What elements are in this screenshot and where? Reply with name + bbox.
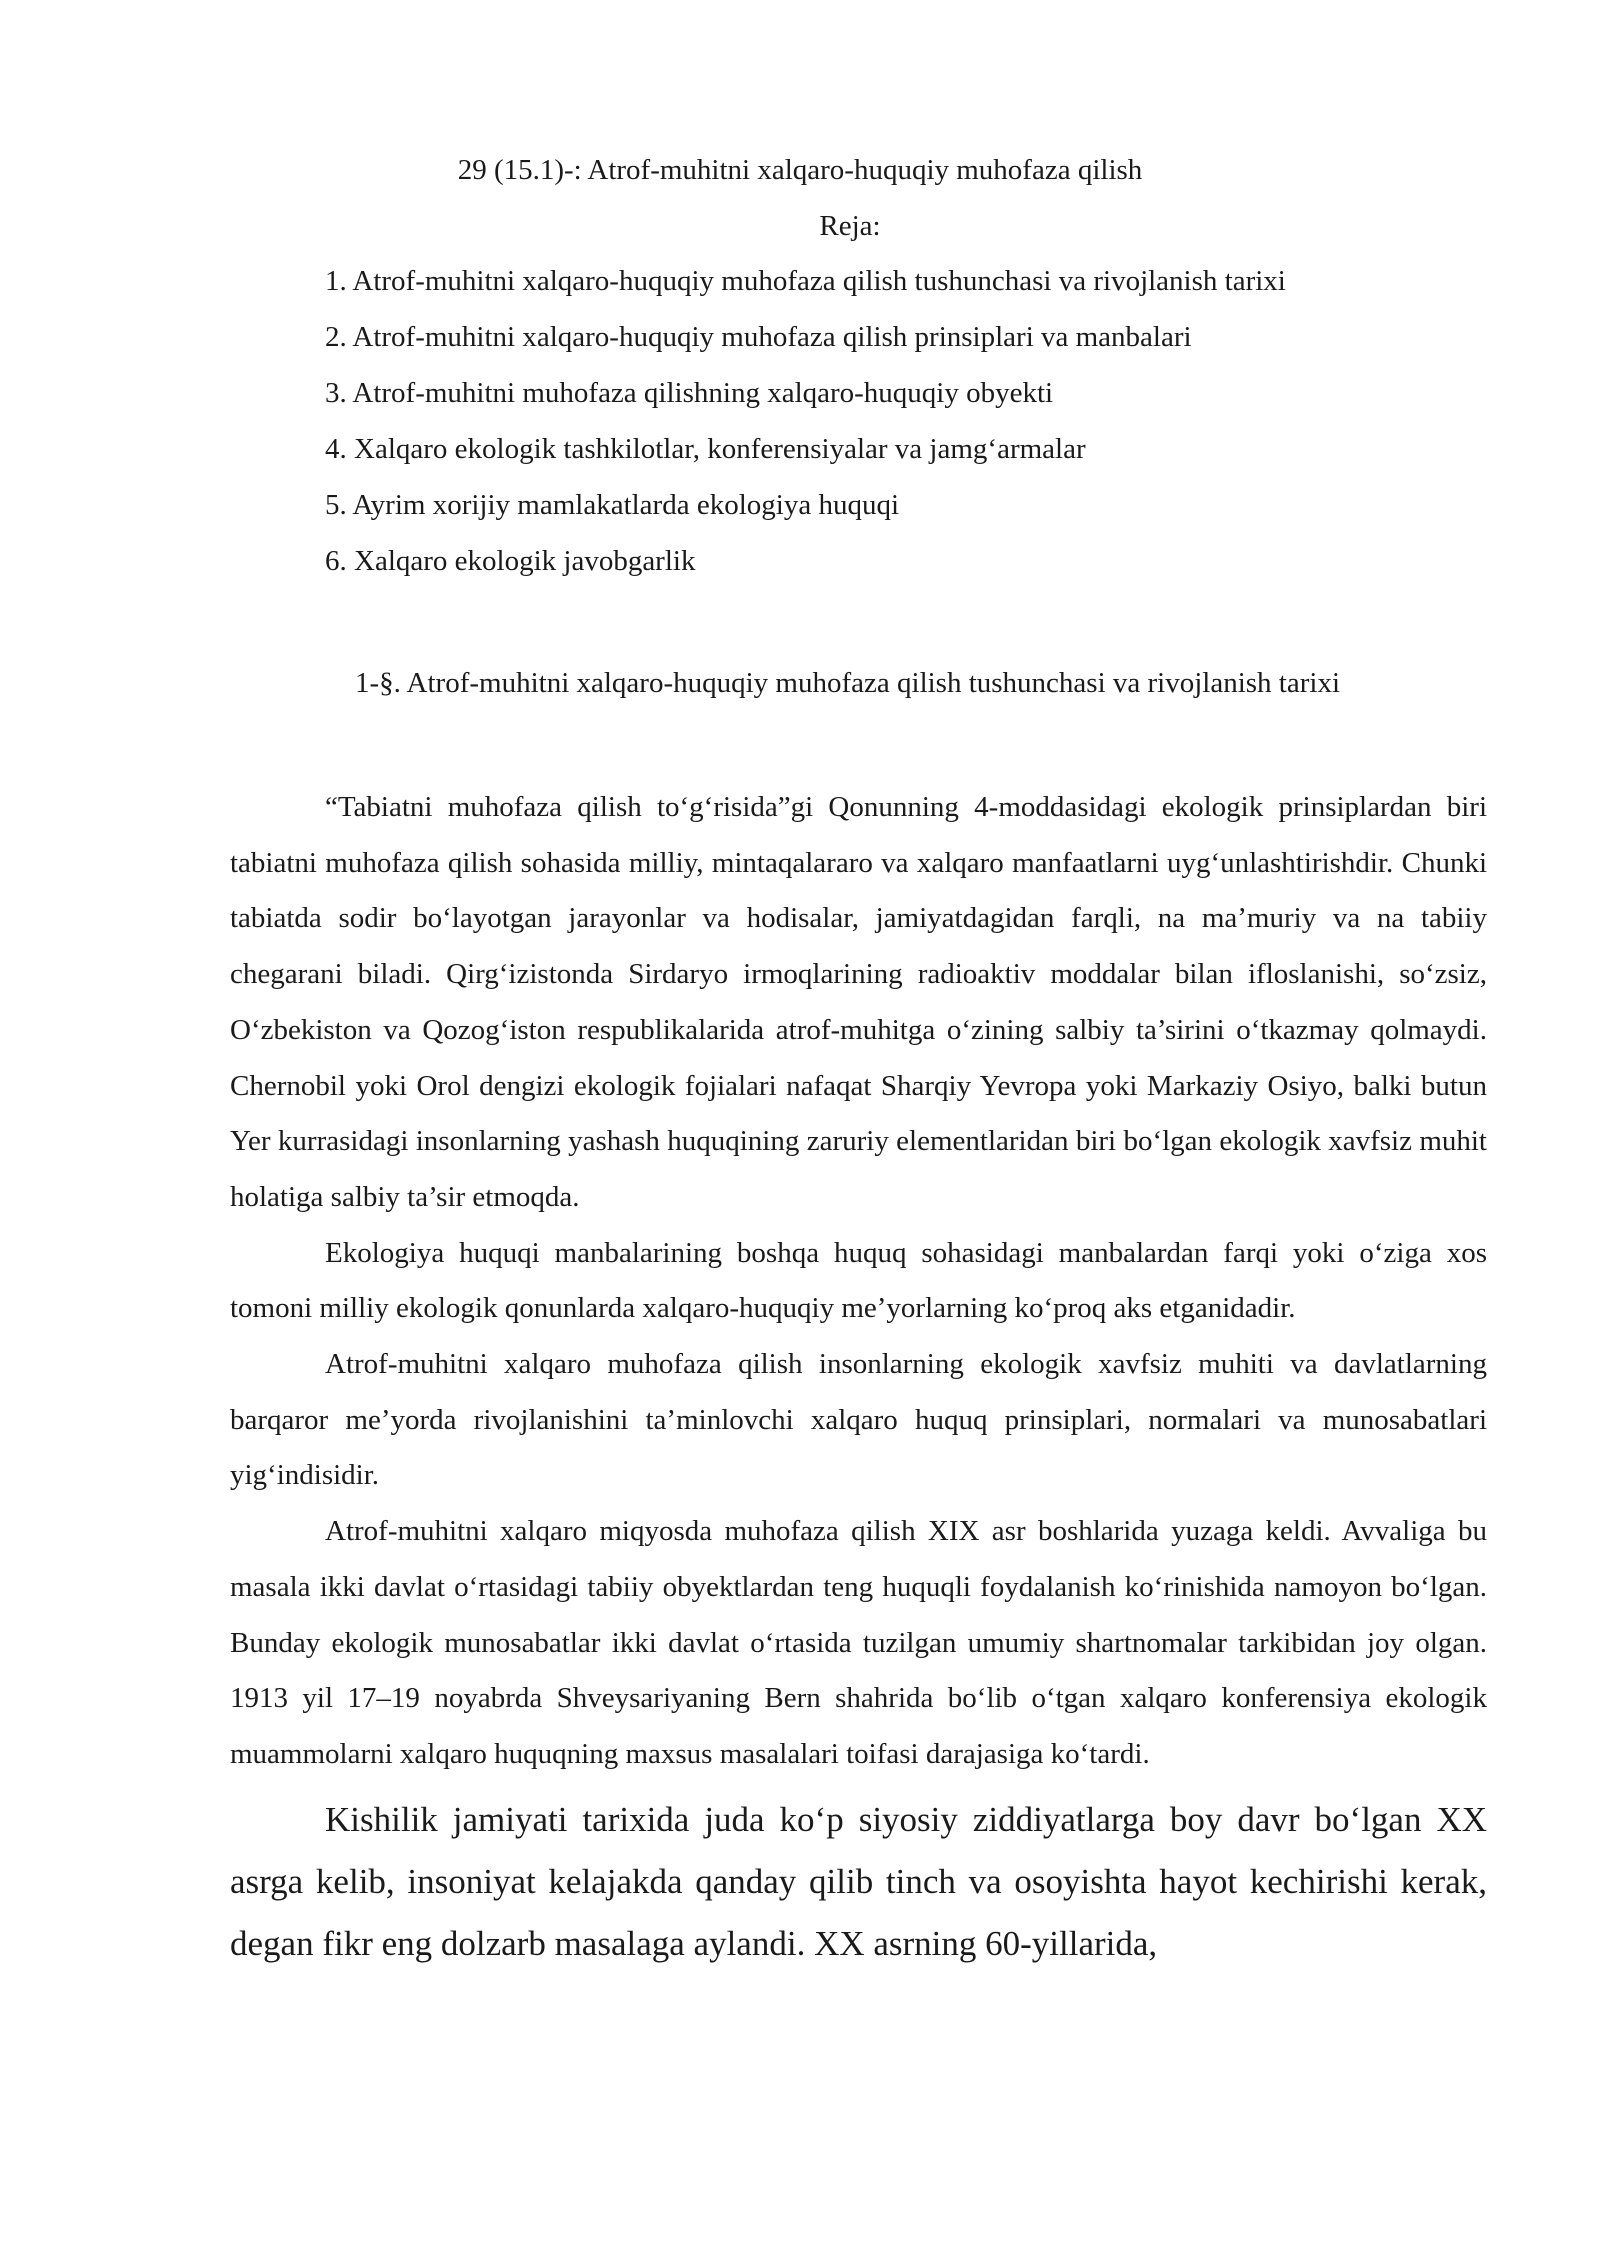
- paragraph: Atrof-muhitni xalqaro muhofaza qilish insonlarning ekologik xavfsiz muhiti va davlatlarning barqaror me’yorda rivojlanishini ta’minlovchi xalqaro huquq prinsiplari, normalari va munosabatlari yig‘indisidir.: [230, 1348, 1487, 1492]
- document-title: 29 (15.1)-: Atrof-muhitni xalqaro-huquqiy muhofaza qilish: [457, 154, 1143, 186]
- paragraph: “Tabiatni muhofaza qilish to‘g‘risida”gi Qonunning 4-moddasidagi ekologik prinsiplardan biri tabiatni muhofaza qilish sohasida milliy, mintaqalararo va xalqaro manfaatlarni uyg‘unlashtirishdir. Chunki tabiatda sodir bo‘layotgan jarayonlar va hodisalar, jamiyatdagidan farqli, na ma’muriy va na tabiiy chegarani biladi. Qirg‘izistonda Sirdaryo irmoqlarining radioaktiv moddalar bilan ifloslanishi, so‘zsiz, O‘zbekiston va Qozog‘iston respublikalarida atrof-muhitga o‘zining salbiy ta’sirini o‘tkazmay qolmaydi. Chernobil yoki Orol dengizi ekologik fojialari nafaqat Sharqiy Yevropa yoki Markaziy Osiyo, balki butun Yer kurrasidagi insonlarning yashash huquqining zaruriy elementlaridan biri bo‘lgan ekologik xavfsiz muhit holatiga salbiy ta’sir etmoqda.: [230, 791, 1487, 1213]
- plan-item: 6. Xalqaro ekologik javobgarlik: [325, 545, 696, 577]
- plan-list: [325, 263, 1286, 599]
- plan-item: 4. Xalqaro ekologik tashkilotlar, konferensiyalar va jamg‘armalar: [325, 433, 1086, 465]
- paragraph: Atrof-muhitni xalqaro miqyosda muhofaza qilish XIX asr boshlarida yuzaga keldi. Avvaliga bu masala ikki davlat o‘rtasidagi tabiiy obyektlardan teng huquqli foydalanish ko‘rinishida namoyon bo‘lgan. Bunday ekologik munosabatlar ikki davlat o‘rtasida tuzilgan umumiy shartnomalar tarkibidan joy olgan. 1913 yil 17–19 noyabrda Shveysariyaning Bern shahrida bo‘lib o‘tgan xalqaro konferensiya ekologik muammolarni xalqaro huquqning maxsus masalalari toifasi darajasiga ko‘tardi.: [230, 1515, 1487, 1770]
- paragraph: Kishilik jamiyati tarixida juda ko‘p siyosiy ziddiyatlarga boy davr bo‘lgan XX asrga kelib, insoniyat kelajakda qanday qilib tinch va osoyishta hayot kechirishi kerak, degan fikr eng dolzarb masalaga aylandi. XX asrning 60-yillarida,: [230, 1799, 1487, 1963]
- section-heading: 1-§. Atrof-muhitni xalqaro-huquqiy muhofaza qilish tushunchasi va rivojlanish tarixi: [355, 667, 1341, 699]
- plan-item: 5. Ayrim xorijiy mamlakatlarda ekologiya huquqi: [325, 489, 899, 521]
- plan-item: 1. Atrof-muhitni xalqaro-huquqiy muhofaza qilish tushunchasi va rivojlanish tarixi: [325, 265, 1286, 297]
- plan-item: 2. Atrof-muhitni xalqaro-huquqiy muhofaza qilish prinsiplari va manbalari: [325, 321, 1192, 353]
- plan-item: 3. Atrof-muhitni muhofaza qilishning xalqaro-huquqiy obyekti: [325, 377, 1054, 409]
- plan-heading: Reja:: [819, 210, 881, 242]
- paragraph: Ekologiya huquqi manbalarining boshqa huquq sohasidagi manbalardan farqi yoki o‘ziga xos tomoni milliy ekologik qonunlarda xalqaro-huquqiy me’yorlarning ko‘proq aks etganidadir.: [230, 1236, 1487, 1325]
- body-text: [230, 780, 1487, 1975]
